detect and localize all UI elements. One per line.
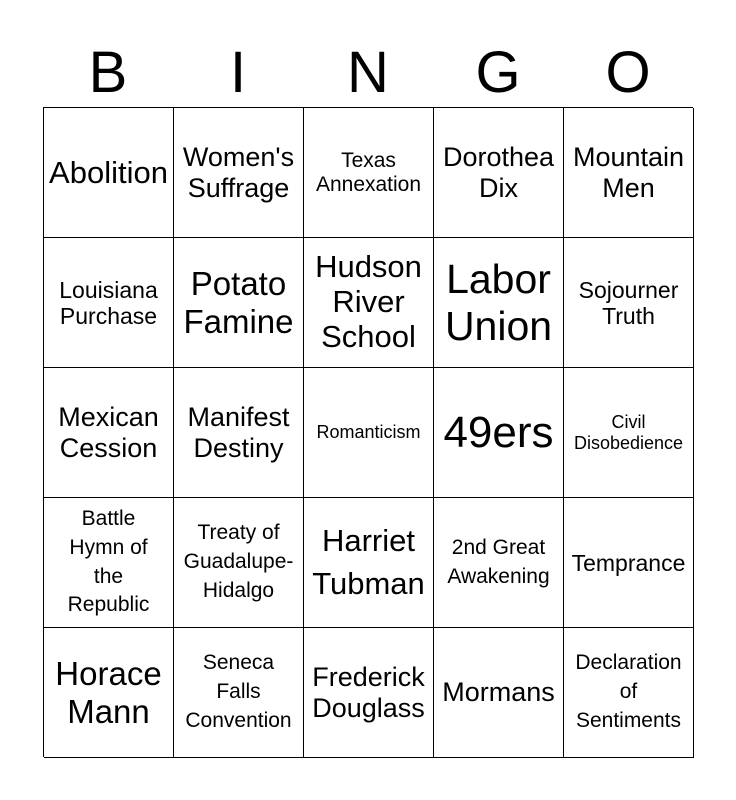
bingo-cell[interactable] <box>174 238 304 368</box>
cell-label: Treaty of Guadalupe- Hidalgo <box>183 521 294 602</box>
cell-label: Sojourner Truth <box>578 276 679 329</box>
bingo-cell[interactable] <box>44 498 174 628</box>
cell-label: Mormans <box>442 677 555 708</box>
cell-label: Frederick Douglass <box>312 662 425 723</box>
cell-label: Civil Disobedience <box>573 412 684 453</box>
bingo-cell[interactable] <box>434 108 564 238</box>
bingo-cell[interactable] <box>434 368 564 498</box>
header-letter-n: N <box>347 40 389 105</box>
cell-label: Abolition <box>49 154 168 190</box>
cell-label: 2nd Great Awakening <box>447 535 550 588</box>
bingo-cell[interactable] <box>174 628 304 758</box>
header-letter-b: B <box>88 40 128 105</box>
header-letter-i: I <box>229 40 247 105</box>
bingo-cell[interactable] <box>434 628 564 758</box>
header-letter-g: G <box>475 40 521 105</box>
bingo-cell[interactable] <box>304 238 434 368</box>
cell-label: Manifest Destiny <box>187 402 290 463</box>
cell-label: Dorothea Dix <box>442 142 555 203</box>
cell-label: Hudson River School <box>315 249 422 354</box>
cell-label: Battle Hymn of the Republic <box>67 506 150 617</box>
cell-label: 49ers <box>443 407 554 457</box>
bingo-cell[interactable] <box>564 238 694 368</box>
bingo-cell[interactable] <box>304 108 434 238</box>
cell-label: Texas Annexation <box>315 148 422 196</box>
cell-label: Harriet Tubman <box>312 522 425 601</box>
cell-label: Declaration of Sentiments <box>575 651 682 732</box>
bingo-cell[interactable] <box>174 368 304 498</box>
cell-label: Horace Mann <box>55 655 162 730</box>
cell-label: Mountain Men <box>572 142 685 203</box>
bingo-cell[interactable] <box>434 238 564 368</box>
bingo-header <box>43 38 693 108</box>
bingo-cell[interactable] <box>44 628 174 758</box>
bingo-cell[interactable] <box>174 108 304 238</box>
cell-label: Louisiana Purchase <box>59 276 158 329</box>
cell-label: Mexican Cession <box>58 402 159 463</box>
bingo-cell[interactable] <box>564 498 694 628</box>
cell-label: Labor Union <box>444 256 553 349</box>
bingo-cell[interactable] <box>564 108 694 238</box>
bingo-grid <box>43 107 693 757</box>
cell-label: Romanticism <box>316 422 421 443</box>
bingo-cell[interactable] <box>434 498 564 628</box>
bingo-cell[interactable] <box>44 368 174 498</box>
bingo-cell[interactable] <box>174 498 304 628</box>
bingo-cell[interactable] <box>44 238 174 368</box>
cell-label: Potato Famine <box>183 265 294 340</box>
header-letter-o: O <box>605 40 651 105</box>
cell-label: Women's Suffrage <box>182 142 295 203</box>
bingo-cell[interactable] <box>564 628 694 758</box>
bingo-cell[interactable] <box>304 368 434 498</box>
cell-label: Seneca Falls Convention <box>185 651 292 732</box>
bingo-cell[interactable] <box>564 368 694 498</box>
bingo-cell[interactable] <box>44 108 174 238</box>
bingo-cell[interactable] <box>304 628 434 758</box>
bingo-cell[interactable] <box>304 498 434 628</box>
cell-label: Temprance <box>571 549 686 576</box>
